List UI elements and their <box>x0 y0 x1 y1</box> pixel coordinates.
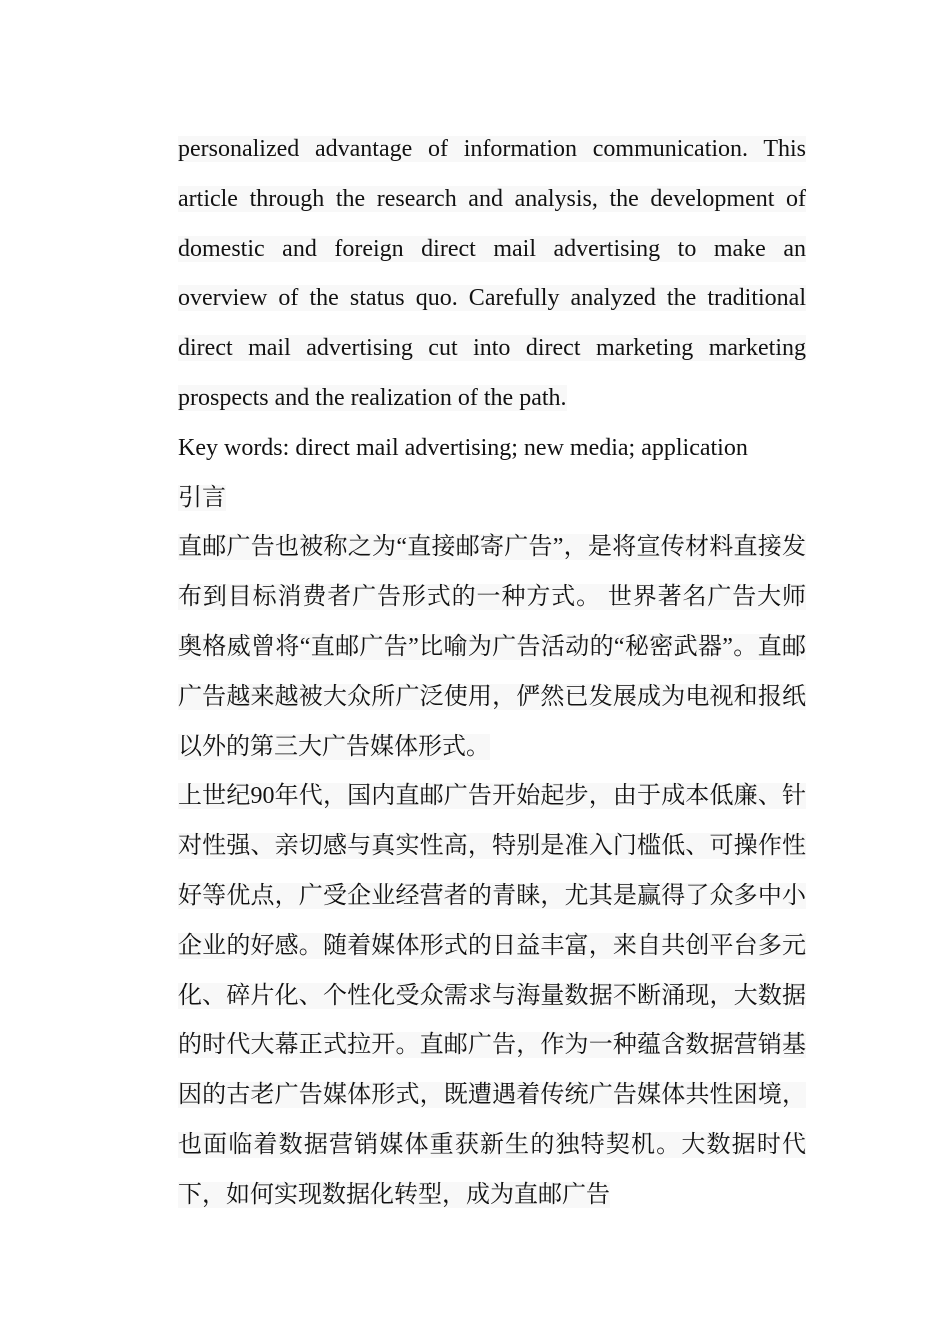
abstract-paragraph <box>178 125 806 424</box>
body-paragraph-1 <box>178 523 806 772</box>
body-paragraph-2 <box>178 772 806 1220</box>
intro-heading-text: 引言 <box>178 484 226 511</box>
keywords-line <box>178 424 806 474</box>
intro-heading <box>178 474 806 524</box>
body-paragraph-1-text: 直邮广告也被称之为“直接邮寄广告”，是将宣传材料直接发布到目标消费者广告形式的一种方式。 世界著名广告大师奥格威曾将“直邮广告”比喻为广告活动的“秘密武器”。直邮广告越来越被大众所广泛使用，俨然已发展成为电视和报纸以外的第三大广告媒体形式。 <box>178 534 806 760</box>
document-body <box>178 125 806 1221</box>
body-paragraph-2-text: 上世纪90年代，国内直邮广告开始起步，由于成本低廉、针对性强、亲切感与真实性高，特别是准入门槛低、可操作性好等优点，广受企业经营者的青睐，尤其是赢得了众多中小企业的好感。随着媒体形式的日益丰富，来自共创平台多元化、碎片化、个性化受众需求与海量数据不断涌现，大数据的时代大幕正式拉开。直邮广告，作为一种蕴含数据营销基因的古老广告媒体形式，既遭遇着传统广告媒体共性困境，也面临着数据营销媒体重获新生的独特契机。大数据时代下，如何实现数据化转型，成为直邮广告 <box>178 783 806 1208</box>
keywords-text: Key words: direct mail advertising; new media; application <box>178 434 748 461</box>
abstract-text: personalized advantage of information communication. This article through the research and analysis, the development of domestic and foreign direct mail advertising to make an overview of the status quo. Carefully analyzed the traditional direct mail advertising cut into direct marketing marketing prospects and the realization of the path. <box>178 136 806 411</box>
